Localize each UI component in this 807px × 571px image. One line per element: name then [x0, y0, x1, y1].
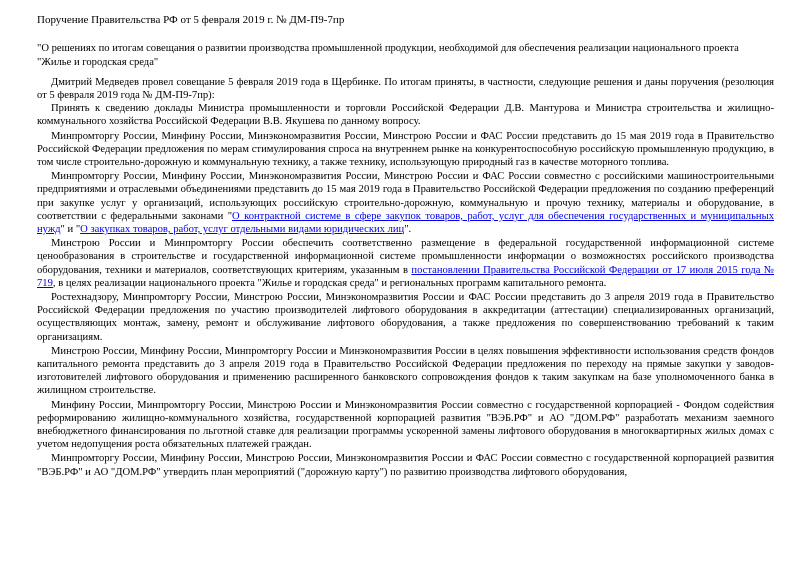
intro-paragraph: Дмитрий Медведев провел совещание 5 февраля 2019 года в Щербинке. По итогам приняты, в частности, следующие решения и даны поручения (резолюция от 5 февраля 2019 года № ДМ-П9-7пр):	[37, 76, 774, 101]
paragraph-4-text: Минстрою России и Минпромторгу России обеспечить соответственно размещение в федеральной государственной информационной системе ценообразования в строительстве и государственной информационной системе промышленности информации о возможностях российского производства оборудования, техники и материалов, соответствующих критериям, указанным в	[37, 238, 774, 276]
paragraph-2: Минпромторгу России, Минфину России, Минэкономразвития России, Минстрою России и ФАС России представить до 15 мая 2019 года в Правительство Российской Федерации предложения по мерам стимулирования спроса на внутреннем рынке на конкурентоспособную российскую промышленную продукцию, в том числе строительно-дорожную и коммунальную технику, а также технику, использующую природный газ в качестве моторного топлива.	[37, 130, 774, 169]
paragraph-4	[37, 237, 774, 290]
paragraph-5: Ростехнадзору, Минпромторгу России, Минстрою России, Минэкономразвития России и ФАС России представить до 3 апреля 2019 года в Правительство Российской Федерации предложения по участию производителей лифтового оборудования в аккредитации (аттестации) специализированных организаций, осуществляющих монтаж, замену, ремонт и обслуживание лифтового оборудования, а также предложения по совершенствованию требований к таким организациям.	[37, 292, 774, 343]
document-subject: "О решениях по итогам совещания о развитии производства промышленной продукции, необходимой для обеспечения реализации национального проекта "Жилье и городская среда"	[37, 43, 739, 68]
paragraph-3-middle: " и "	[60, 224, 81, 236]
paragraph-3-end: ".	[404, 224, 412, 236]
paragraph-1: Принять к сведению доклады Министра промышленности и торговли Российской Федерации Д.В. Мантурова и Министра строительства и жилищно-коммунального хозяйства Российской Федерации В.В. Якушева по данному вопросу.	[37, 103, 774, 128]
paragraph-3	[37, 170, 774, 236]
document-page	[37, 14, 774, 479]
paragraph-8: Минпромторгу России, Минфину России, Минстрою России, Минэкономразвития России и ФАС России совместно с государственной корпорацией развития "ВЭБ.РФ" и АО "ДОМ.РФ" утвердить план мероприятий ("дорожную карту") по развитию производства лифтового оборудования,	[37, 453, 774, 478]
paragraph-3-text: Минпромторгу России, Минфину России, Минэкономразвития России, Минстрою России и ФАС России совместно с российскими машиностроительными предприятиями и отраслевыми объединениями представить до 15 мая 2019 года в Правительство Российской Федерации предложения по созданию преференций при закупке услуг у организаций, использующих российскую строительно-дорожную, коммунальную и прочую технику, материалы и оборудование, в соответствии с федеральными законами "	[37, 171, 774, 222]
law-contract-system-link[interactable]: О контрактной системе в сфере закупок товаров, работ, услуг для обеспечения государственных и муниципальных нужд	[37, 210, 774, 236]
paragraph-4-end: , в целях реализации национального проекта "Жилье и городская среда" и региональных программ капитального ремонта.	[52, 277, 607, 289]
resolution-719-link[interactable]: постановлении Правительства Российской Федерации от 17 июля 2015 года № 719	[37, 264, 774, 289]
paragraph-6: Минстрою России, Минфину России, Минпромторгу России и Минэкономразвития России в целях повышения эффективности использования средств фондов капитального ремонта представить до 3 апреля 2019 года в Правительство Российской Федерации предложения по переходу на прямые закупки у заводов-изготовителей лифтового оборудования и применению расширенного банковского сопровождения фондов к таким закупкам на базе уполномоченного банка в жилищном строительстве.	[37, 345, 774, 397]
document-title: Поручение Правительства РФ от 5 февраля 2019 г. № ДМ-П9-7пр	[37, 14, 345, 26]
law-procurement-link[interactable]: О закупках товаров, работ, услуг отдельными видами юридических лиц	[80, 224, 405, 236]
paragraph-7: Минфину России, Минпромторгу России, Минстрою России и Минэкономразвития России совместно с государственной корпорацией - Фондом содействия реформированию жилищно-коммунального хозяйства, государственной корпорацией развития "ВЭБ.РФ" и АО "ДОМ.РФ" разработать механизм заемного внебюджетного финансирования по льготной ставке для реализации программы ускоренной замены лифтового оборудования в многоквартирных жилых домах с учетом недопущения роста обязательных платежей граждан.	[37, 399, 774, 451]
